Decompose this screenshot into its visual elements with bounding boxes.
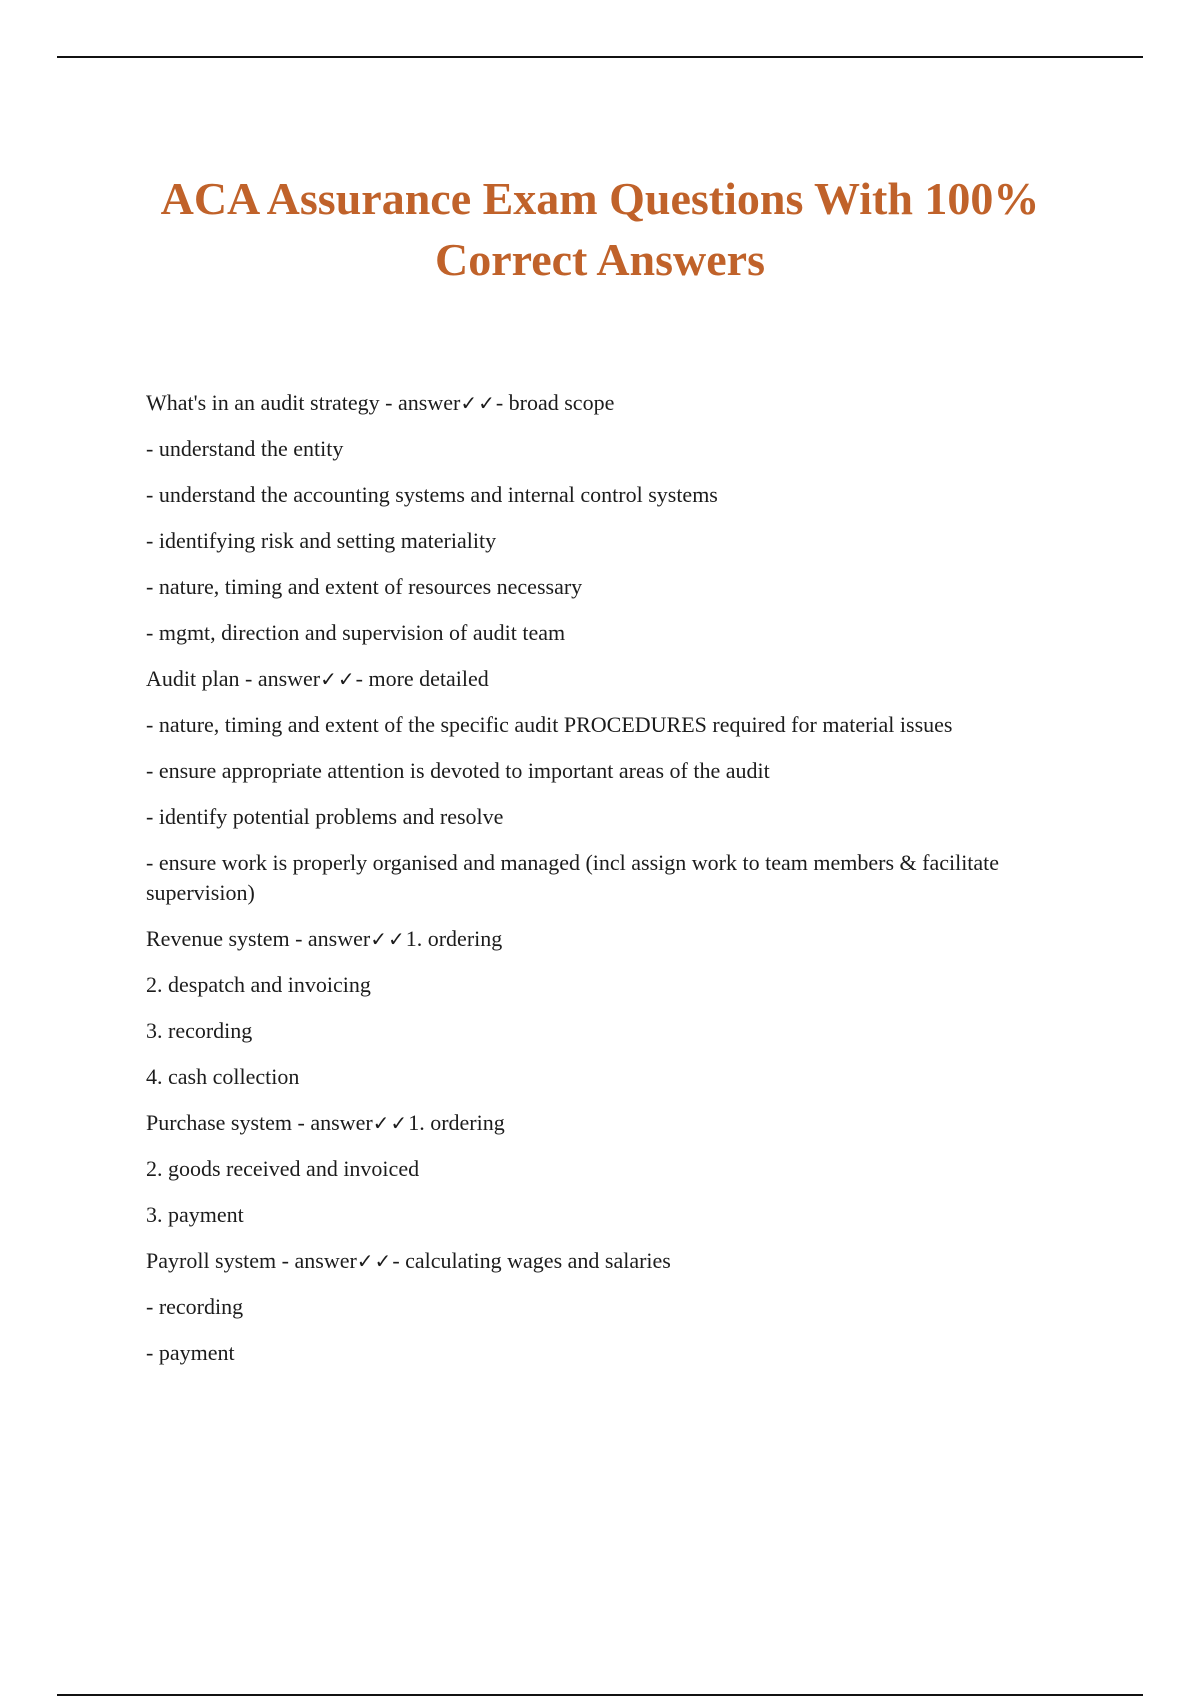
question-line <box>146 664 1096 694</box>
checkmark-icon: ✓✓ <box>370 927 406 951</box>
answer-line: - nature, timing and extent of the specific audit PROCEDURES required for material issues <box>146 712 953 737</box>
title-line-2: Correct Answers <box>435 234 765 285</box>
question-line <box>146 1108 1096 1138</box>
question-text: Revenue system - answer <box>146 926 371 951</box>
question-text: Audit plan - answer <box>146 666 321 691</box>
checkmark-icon: ✓✓ <box>372 1111 409 1135</box>
checkmark-icon: ✓✓ <box>320 667 356 691</box>
answer-text: 1. ordering <box>408 1110 505 1135</box>
answer-line: - ensure appropriate attention is devoted to important areas of the audit <box>146 758 770 783</box>
answer-line: 2. despatch and invoicing <box>146 972 371 997</box>
document-title <box>57 168 1143 290</box>
question-line <box>146 388 1096 418</box>
qa-content <box>146 384 1096 1384</box>
checkmark-icon: ✓✓ <box>356 1249 393 1273</box>
answer-line: - nature, timing and extent of resources necessary <box>146 574 583 599</box>
answer-line: 2. goods received and invoiced <box>146 1156 420 1181</box>
question-text: What's in an audit strategy - answer <box>146 390 461 415</box>
answer-text: - calculating wages and salaries <box>392 1248 671 1273</box>
answer-line: - recording <box>146 1294 244 1319</box>
answer-line: 4. cash collection <box>146 1064 300 1089</box>
title-line-1: ACA Assurance Exam Questions With 100% <box>160 173 1040 224</box>
answer-text: - more detailed <box>355 666 489 691</box>
answer-line: - ensure work is properly organised and managed (incl assign work to team members & facilitate supervision) <box>146 850 1005 905</box>
answer-line: 3. payment <box>146 1202 244 1227</box>
answer-line: - identify potential problems and resolve <box>146 804 504 829</box>
answer-text: - broad scope <box>495 390 615 415</box>
question-line <box>146 924 1096 954</box>
answer-line: 3. recording <box>146 1018 253 1043</box>
question-text: Payroll system - answer <box>146 1248 357 1273</box>
bottom-rule <box>57 1694 1143 1696</box>
answer-line: - understand the entity <box>146 436 344 461</box>
answer-line: - payment <box>146 1340 235 1365</box>
answer-line: - mgmt, direction and supervision of audit team <box>146 620 566 645</box>
answer-line: - understand the accounting systems and internal control systems <box>146 482 718 507</box>
checkmark-icon: ✓✓ <box>460 391 496 415</box>
answer-text: 1. ordering <box>405 926 503 951</box>
answer-line: - identifying risk and setting materiality <box>146 528 497 553</box>
question-text: Purchase system - answer <box>146 1110 373 1135</box>
question-line <box>146 1246 1096 1276</box>
top-rule <box>57 56 1143 58</box>
